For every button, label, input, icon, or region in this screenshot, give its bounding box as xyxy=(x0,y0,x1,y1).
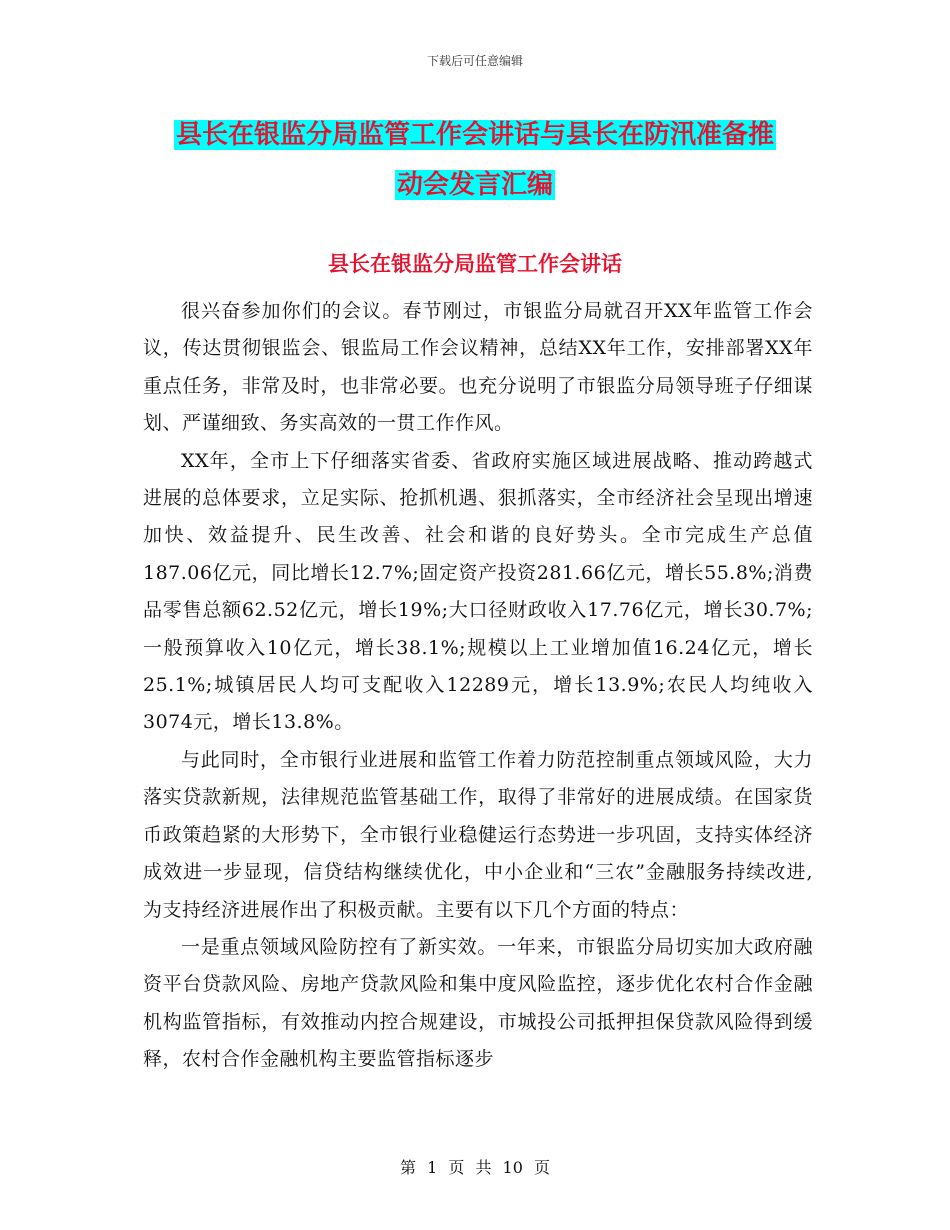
document-title xyxy=(0,110,950,210)
paragraph-4: 一是重点领域风险防控有了新实效。一年来，市银监分局切实加大政府融资平台贷款风险、房地产贷款风险和集中度风险监控，逐步优化农村合作金融机构监管指标，有效推动内控合规建设，市城投公司抵押担保贷款风险得到缓释，农村合作金融机构主要监管指标逐步 xyxy=(143,935,813,1071)
section-title: 县长在银监分局监管工作会讲话 xyxy=(328,252,622,276)
page-number-footer: 第 1 页 共 10 页 xyxy=(400,1158,550,1177)
paragraph-2: XX年，全市上下仔细落实省委、省政府实施区域进展战略、推动跨越式进展的总体要求，立足实际、抢抓机遇、狠抓落实，全市经济社会呈现出增速加快、效益提升、民生改善、社会和谐的良好势头。全市完成生产总值187.06亿元，同比增长12.7%;固定资产投资281.66亿元，增长55.8%;消费品零售总额62.52亿元，增长19%;大口径财政收入17.76亿元，增长30.7%;一般预算收入10亿元，增长38.1%;规模以上工业增加值16.24亿元，增长25.1%;城镇居民人均可支配收入12289元，增长13.9%;农民人均纯收入3074元，增长13.8%。 xyxy=(143,449,813,734)
body-text xyxy=(143,293,813,1079)
document-title-line-2: 动会发言汇编 xyxy=(396,170,553,200)
paragraph-3: 与此同时，全市银行业进展和监管工作着力防范控制重点领域风险，大力落实贷款新规，法律规范监管基础工作，取得了非常好的进展成绩。在国家货币政策趋紧的大形势下，全市银行业稳健运行态势进一步巩固，支持实体经济成效进一步显现，信贷结构继续优化，中小企业和“三农”金融服务持续改进,为支持经济进展作出了积极贡献。主要有以下几个方面的特点： xyxy=(143,748,813,921)
header-note: 下载后可任意编辑 xyxy=(426,54,523,68)
paragraph-1: 很兴奋参加你们的会议。春节刚过，市银监分局就召开XX年监管工作会议，传达贯彻银监会、银监局工作会议精神，总结XX年工作，安排部署XX年重点任务，非常及时，也非常必要。也充分说明了市银监分局领导班子仔细谋划、严谨细致、务实高效的一贯工作作风。 xyxy=(143,300,813,435)
document-title-line-1: 县长在银监分局监管工作会讲话与县长在防汛准备推 xyxy=(175,120,774,150)
